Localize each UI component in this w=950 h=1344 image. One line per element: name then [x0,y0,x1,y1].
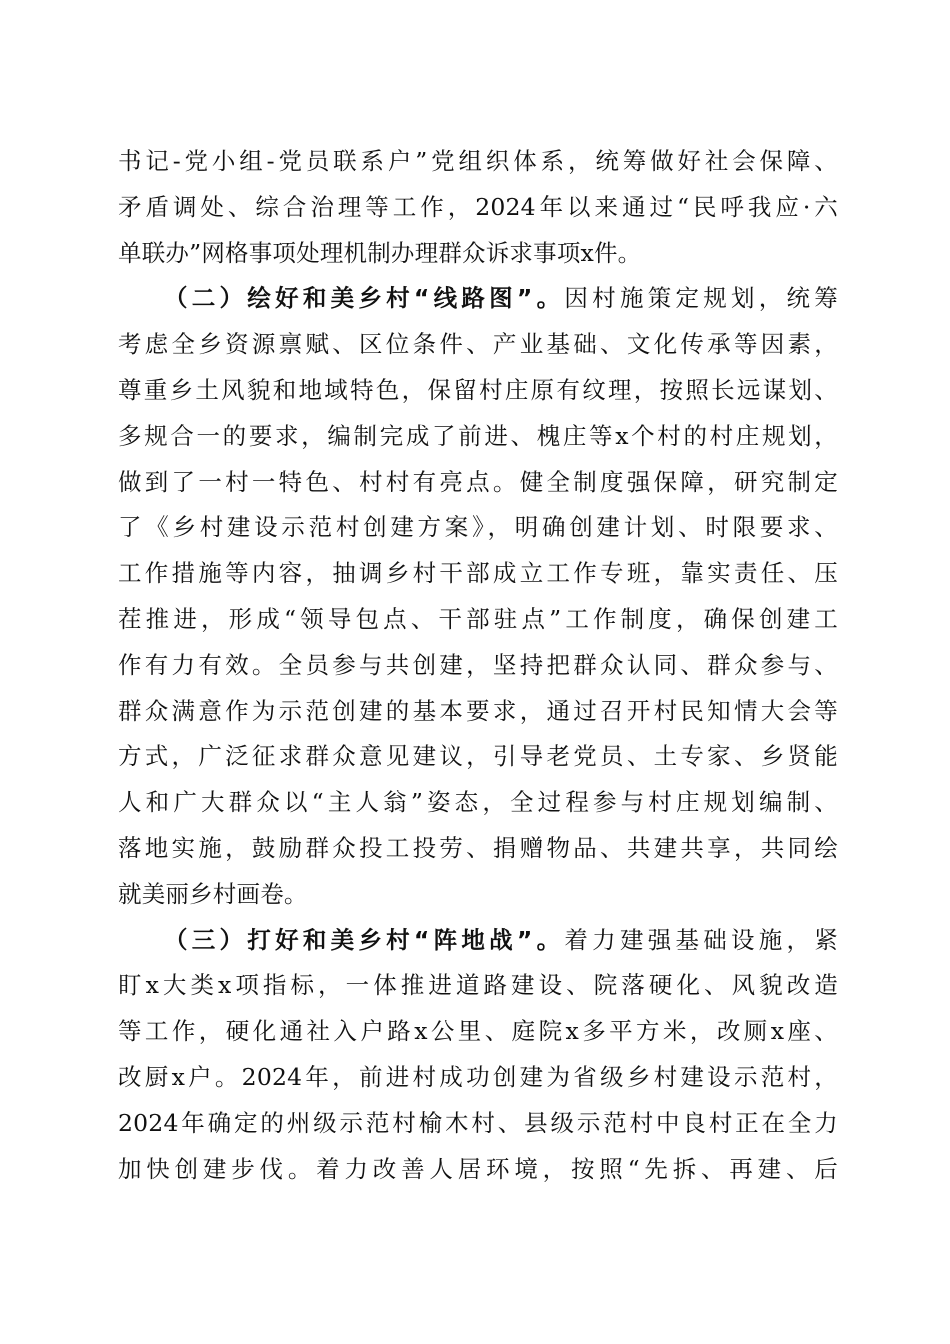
section-heading-line [118,276,838,322]
paragraph-line: 书记-党小组-党员联系户”党组织体系，统筹做好社会保障、 [118,147,838,175]
paragraph-line: 工作措施等内容，抽调乡村干部成立工作专班，靠实责任、压 [118,559,838,588]
paragraph-line: 单联办”网格事项处理机制办理群众诉求事项x件。 [118,238,642,267]
paragraph-line: 群众满意作为示范创建的基本要求，通过召开村民知情大会等 [118,696,838,725]
paragraph-line: 盯x大类x项指标，一体推进道路建设、院落硬化、风貌改造 [118,971,838,1000]
paragraph-line: 茬推进，形成“领导包点、干部驻点”工作制度，确保创建工 [118,604,838,633]
paragraph-line: 考虑全乡资源禀赋、区位条件、产业基础、文化传承等因素， [118,330,838,359]
paragraph-line: 加快创建步伐。着力改善人居环境，按照“先拆、再建、后 [118,1154,838,1183]
paragraph-line: 作有力有效。全员参与共创建，坚持把群众认同、群众参与、 [118,650,838,679]
paragraph-line: 了《乡村建设示范村创建方案》，明确创建计划、时限要求、 [118,513,838,542]
section-heading: （三）打好和美乡村“阵地战”。 [164,925,565,954]
paragraph-text: 因村施策定规划，统筹 [564,284,839,313]
paragraph-line: 2024年确定的州级示范村榆木村、县级示范村中良村正在全力 [118,1108,838,1137]
paragraph-text: 着力建强基础设施，紧 [564,925,839,954]
paragraph-line: 矛盾调处、综合治理等工作，2024年以来通过“民呼我应·六 [118,192,838,221]
section-heading-line [118,918,838,964]
paragraph-line: 等工作，硬化通社入户路x公里、庭院x多平方米，改厕x座、 [118,1017,838,1046]
paragraph-line: 多规合一的要求，编制完成了前进、槐庄等x个村的村庄规划， [118,421,838,450]
section-heading: （二）绘好和美乡村“线路图”。 [164,284,565,313]
paragraph-line: 改厨x户。2024年，前进村成功创建为省级乡村建设示范村， [118,1062,838,1091]
paragraph-line: 尊重乡土风貌和地域特色，保留村庄原有纹理，按照长远谋划、 [118,375,838,404]
paragraph-line: 人和广大群众以“主人翁”姿态，全过程参与村庄规划编制、 [118,788,838,817]
document-body [118,139,838,1192]
paragraph-line: 方式，广泛征求群众意见建议，引导老党员、土专家、乡贤能 [118,742,838,771]
paragraph-line: 就美丽乡村画卷。 [118,879,308,908]
paragraph-line: 落地实施，鼓励群众投工投劳、捐赠物品、共建共享，共同绘 [118,833,838,862]
paragraph-line: 做到了一村一特色、村村有亮点。健全制度强保障，研究制定 [118,467,838,496]
